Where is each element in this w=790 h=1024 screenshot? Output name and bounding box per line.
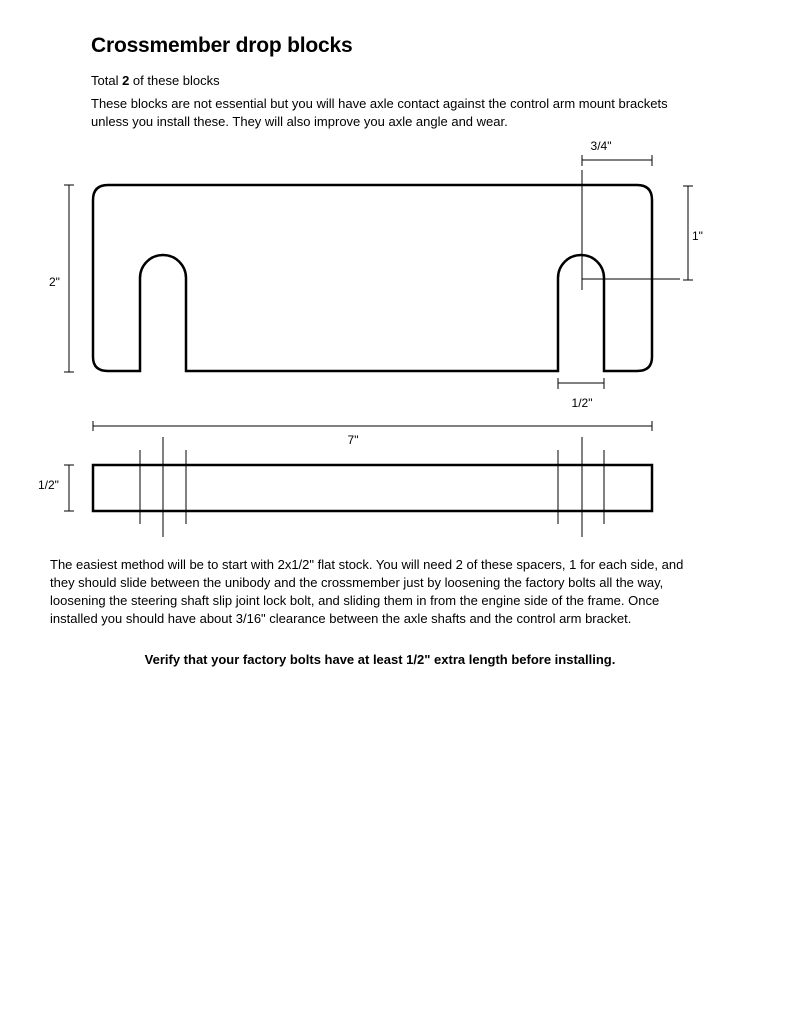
dim-height-label: 2" xyxy=(49,275,60,289)
warning-note: Verify that your factory bolts have at least 1/2" extra length before installing. xyxy=(144,652,616,667)
total-prefix: Total xyxy=(91,73,123,88)
dim-thickness-label: 1/2" xyxy=(38,478,59,492)
total-suffix: of these blocks xyxy=(129,73,220,88)
dim-slot-offset-label: 3/4" xyxy=(590,139,612,153)
page-title: Crossmember drop blocks xyxy=(91,34,353,57)
block-side-view-outline xyxy=(93,465,652,511)
dim-slot-width-label: 1/2" xyxy=(571,396,593,410)
block-top-view-outline xyxy=(93,185,652,371)
dim-slot-depth-label: 1" xyxy=(692,229,703,243)
intro-paragraph: These blocks are not essential but you will have axle contact against the control arm mount brackets unless you install these. They will also improve you axle angle and wear. xyxy=(91,96,668,129)
total-count: 2 xyxy=(122,73,130,88)
instructions-paragraph: The easiest method will be to start with 2x1/2" flat stock. You will need 2 of these spacers, 1 for each side, and they should slide between the unibody and the crossmember just by loosening the factory bolts all the way, loosening the steering shaft slip joint lock bolt, and sliding them in from the engine side of the frame. Once installed you should have about 3/16" clearance between the axle shafts and the control arm bracket. xyxy=(50,557,684,626)
dim-length-label: 7" xyxy=(347,433,359,447)
